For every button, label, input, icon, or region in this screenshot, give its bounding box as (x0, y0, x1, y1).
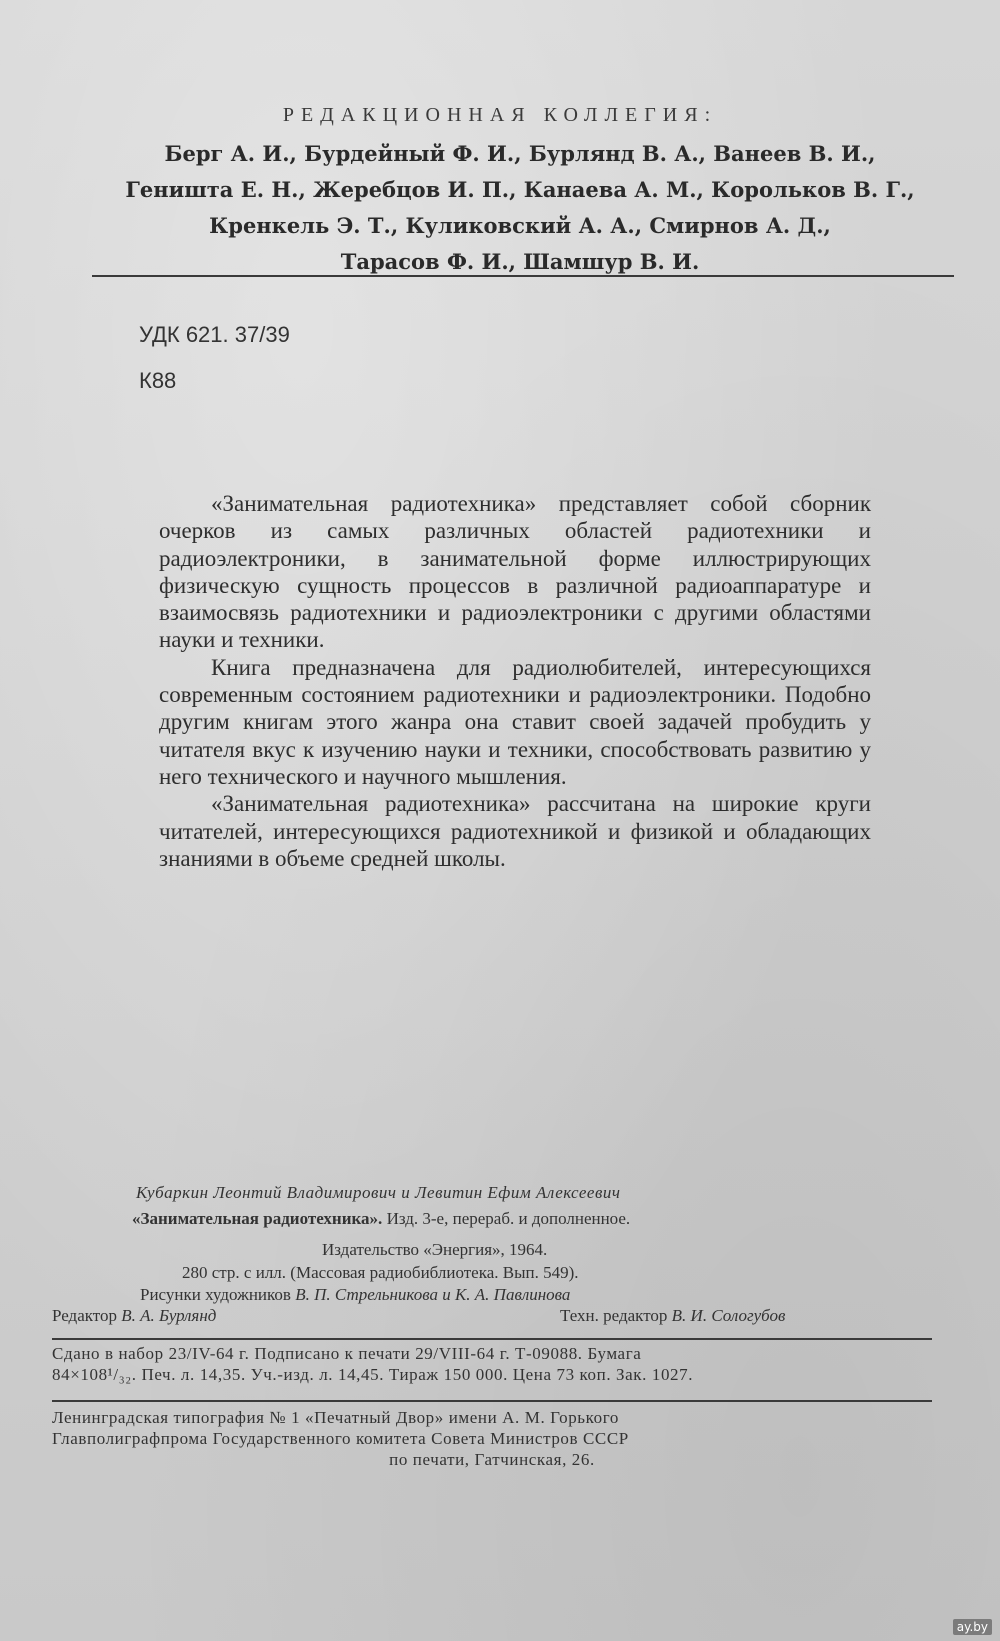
print-data-line: Сдано в набор 23/IV-64 г. Подписано к печати 29/VIII-64 г. Т-09088. Бумага (52, 1344, 642, 1363)
board-line: Геништа Е. Н., Жеребцов И. П., Канаева А. М., Корольков В. Г., (125, 177, 915, 202)
imprint-book-title: «Занимательная радиотехника». (132, 1209, 383, 1228)
artists-names: В. П. Стрельникова и К. А. Павлинова (295, 1285, 571, 1304)
artists-label: Рисунки художников (140, 1285, 291, 1304)
imprint-divider (52, 1338, 932, 1340)
tech-editor (560, 1306, 785, 1326)
printer-line: по печати, Гатчинская, 26. (389, 1450, 595, 1469)
imprint-authors: Кубаркин Леонтий Владимирович и Левитин Ефим Алексеевич (136, 1183, 621, 1202)
abstract-paragraph: Книга предназначена для радиолюбителей, интересующихся современным состоянием радиотехники и радиоэлектроники. Подобно другим книгам этого жанра она ставит своей задачей пробудить у читателя вкус к изучению науки и техники, способствовать развитию у него технического и научного мышления. (159, 654, 871, 789)
header-divider (92, 275, 954, 277)
editor-label: Редактор (52, 1306, 117, 1325)
imprint-edition: Изд. 3-е, перераб. и дополненное. (386, 1209, 631, 1228)
imprint-editors-line (52, 1306, 932, 1326)
imprint-pages: 280 стр. с илл. (Массовая радиобиблиотека. Вып. 549). (182, 1263, 579, 1282)
editor-name: В. А. Бурлянд (121, 1306, 217, 1325)
imprint-publisher: Издательство «Энергия», 1964. (322, 1240, 548, 1259)
printer-line: Ленинградская типография № 1 «Печатный Двор» имени А. М. Горького (52, 1408, 620, 1427)
abstract-paragraph: «Занимательная радиотехника» представляет собой сборник очерков из самых различных областей радиотехники и радиоэлектроники, в занимательной форме иллюстрирующих физическую сущность процессов в различной радиоаппаратуре и взаимосвязь радиотехники и радиоэлектроники с другими областями науки и техники. (159, 491, 871, 653)
printer-line: Главполиграфпрома Государственного комитета Совета Министров СССР (52, 1429, 629, 1448)
printer-divider (52, 1400, 932, 1402)
tech-editor-label: Техн. редактор (560, 1306, 668, 1325)
tech-editor-name: В. И. Сологубов (671, 1306, 786, 1325)
print-data (52, 1343, 932, 1385)
board-line: Берг А. И., Бурдейный Ф. И., Бурлянд В. А., Ванеев В. И., (164, 141, 876, 166)
editorial-board-members (80, 136, 960, 280)
imprint-title-line (132, 1209, 892, 1229)
print-data-line: 84×108¹/₃₂. Печ. л. 14,35. Уч.-изд. л. 14,45. Тираж 150 000. Цена 73 коп. Зак. 1027. (52, 1365, 694, 1384)
udk-code: УДК 621. 37/39 (139, 322, 290, 347)
board-line: Кренкель Э. Т., Куликовский А. А., Смирнов А. Д., (209, 213, 831, 238)
abstract-paragraph: «Занимательная радиотехника» рассчитана на широкие круги читателей, интересующихся радиотехникой и физикой и обладающих знаниями в объеме средней школы. (159, 791, 871, 871)
imprint-artists-line (140, 1285, 900, 1305)
printer-info (52, 1407, 932, 1470)
library-index: К88 (139, 368, 177, 393)
watermark: ay.by (953, 1619, 992, 1635)
abstract (159, 490, 871, 872)
board-line: Тарасов Ф. И., Шамшур В. И. (340, 249, 700, 274)
editorial-board-heading: РЕДАКЦИОННАЯ КОЛЛЕГИЯ: (282, 104, 718, 126)
